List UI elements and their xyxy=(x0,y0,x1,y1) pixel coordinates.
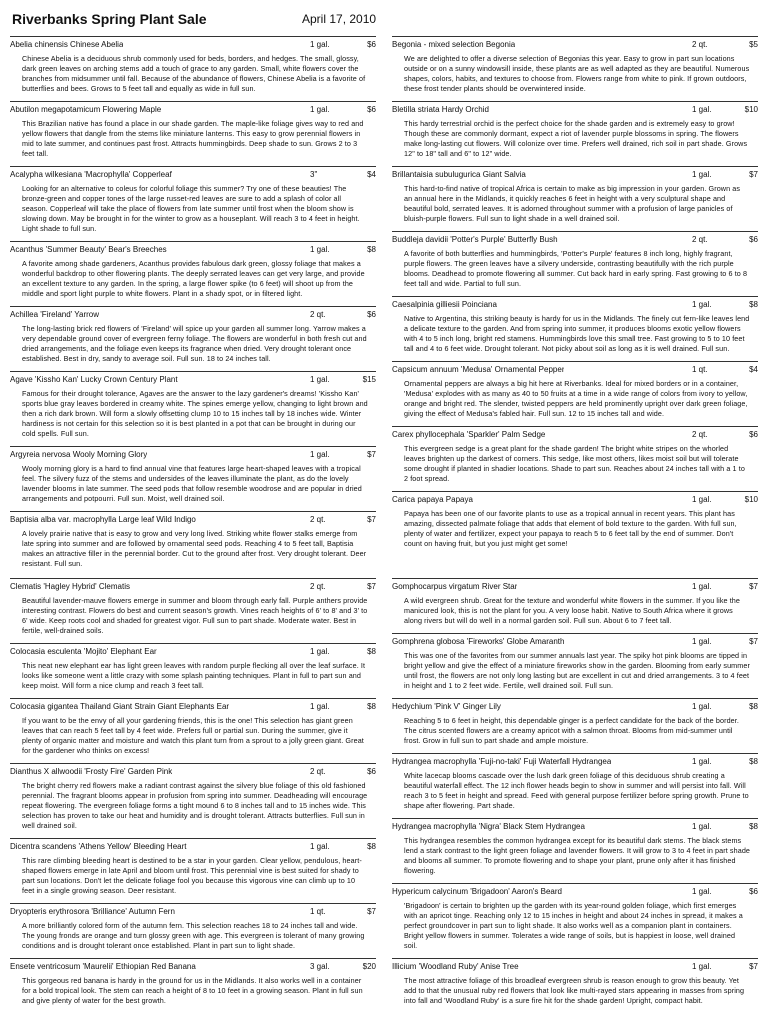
plant-size: 1 gal. xyxy=(692,887,712,896)
plant-entry-header xyxy=(392,299,758,311)
plant-name: Begonia - mixed selection Begonia xyxy=(392,40,516,49)
plant-description: This rare climbing bleeding heart is destined to be a star in your garden. Clear yellow, pendulous, heart-shaped flowers emerge in late April and bloom until frost. This perennial vine is best suited for shady to part sun locations. Don't let the delicate foliage fool you because this vigorous vine can climb up to 10 feet in a single growing season. Deer resistant. xyxy=(22,856,362,895)
plant-name: Colocasia esculenta 'Mojito' Elephant Ear xyxy=(10,647,157,656)
plant-size: 1 gal. xyxy=(310,40,330,49)
plant-entry-header xyxy=(392,961,758,973)
plant-size: 1 gal. xyxy=(692,702,712,711)
plant-entry xyxy=(10,306,376,364)
plant-entry-header xyxy=(392,364,758,376)
plant-entry xyxy=(10,36,376,94)
plant-name: Dianthus X allwoodii 'Frosty Fire' Garden Pink xyxy=(10,767,173,776)
plant-name: Carex phyllocephala 'Sparkler' Palm Sedge xyxy=(392,430,546,439)
column-top-left xyxy=(10,36,376,576)
plant-price: $6 xyxy=(367,310,376,319)
page-header xyxy=(12,11,756,33)
plant-size: 2 qt. xyxy=(310,515,326,524)
plant-price: $7 xyxy=(749,582,758,591)
plant-description: Reaching 5 to 6 feet in height, this dependable ginger is a perfect candidate for the back of the border. The citrus scented flowers are a creamy apricot with a salmon throat. Blooms from mid-summer until frost. Grow in full sun to part shade and ample moisture. xyxy=(404,716,739,745)
plant-name: Baptisia alba var. macrophylla Large leaf Wild Indigo xyxy=(10,515,196,524)
plant-size: 1 gal. xyxy=(310,245,330,254)
plant-entry xyxy=(10,446,376,504)
plant-name: Dryopteris erythrosora 'Brilliance' Autumn Fern xyxy=(10,907,175,916)
plant-entry xyxy=(392,633,758,691)
plant-price: $7 xyxy=(749,962,758,971)
plant-description: This Brazilian native has found a place in our shade garden. The maple-like foliage gives way to red and yellow flowers that dangle from the stems like miniature lanterns. This easy to grow perennial flowers in mid to late summer, and continues past frost. Attracts hummingbirds. Deep shade to sun. Grows 2 to 3 feet tall. xyxy=(22,119,364,158)
plant-entry xyxy=(10,371,376,439)
plant-entry-header xyxy=(10,701,376,713)
plant-description: Wooly morning glory is a hard to find annual vine that features large heart-shaped leaves with a tropical feel. The silvery fuzz of the stems and undersides of the leaves illuminate the plant, as do the lovely lavender blooms in late summer. The seed pods that follow resemble woodrose and are popular in dried arrangements and potpourri. Full sun. Moist, well drained soil. xyxy=(22,464,362,503)
column-bottom-left xyxy=(10,578,376,1013)
plant-name: Ensete ventricosum 'Maurelii' Ethiopian Red Banana xyxy=(10,962,196,971)
plant-entry xyxy=(392,231,758,289)
plant-price: $6 xyxy=(367,40,376,49)
plant-name: Caesalpinia gilliesii Poinciana xyxy=(392,300,497,309)
plant-price: $8 xyxy=(367,702,376,711)
plant-price: $8 xyxy=(367,647,376,656)
plant-entry-header xyxy=(392,636,758,648)
plant-entry-header xyxy=(392,701,758,713)
plant-size: 1 qt. xyxy=(692,365,708,374)
plant-price: $6 xyxy=(367,105,376,114)
plant-description: 'Brigadoon' is certain to brighten up the garden with its year-round golden foliage, which first emerges with an apricot tinge. Reaching only 12 to 15 inches in height and about 24 inches in spread, it makes a perfect groundcover in part sun to light shade. It also works well as a companion plant in containers. Bright yellow flowers in summer. Tolerates a wide range of soils, but is happiest in loose, well drained soil. xyxy=(404,901,743,950)
plant-entry-header xyxy=(392,821,758,833)
plant-entry xyxy=(10,578,376,636)
plant-name: Hypericum calycinum 'Brigadoon' Aaron's Beard xyxy=(392,887,562,896)
plant-entry xyxy=(392,958,758,1006)
plant-entry xyxy=(392,578,758,626)
plant-entry xyxy=(10,241,376,299)
plant-size: 3 gal. xyxy=(310,962,330,971)
plant-price: $7 xyxy=(367,450,376,459)
plant-name: Carica papaya Papaya xyxy=(392,495,473,504)
plant-name: Buddleja davidii 'Potter's Purple' Butterfly Bush xyxy=(392,235,558,244)
plant-entry xyxy=(10,101,376,159)
plant-price: $15 xyxy=(362,375,376,384)
plant-entry xyxy=(392,166,758,224)
plant-name: Clematis 'Hagley Hybrid' Clematis xyxy=(10,582,130,591)
plant-entry xyxy=(10,643,376,691)
plant-description: This hydrangea resembles the common hydrangea except for its beautiful dark stems. The black stems lend a stark contrast to the light green foliage and lavender flowers. It will grow to 3 to 4 feet in part shade and blooms all summer. To promote flowering and to shape your plant, prune only after it has finished flowering. xyxy=(404,836,751,875)
document-date: April 17, 2010 xyxy=(302,12,377,26)
plant-name: Colocasia gigantea Thailand Giant Strain Giant Elephants Ear xyxy=(10,702,230,711)
plant-name: Hydrangea macrophylla 'Nigra' Black Stem Hydrangea xyxy=(392,822,585,831)
plant-description: We are delighted to offer a diverse selection of Begonias this year. Easy to grow in part sun locations outside or on a sunny windowsill inside, these plants are as well adapted as they are beautiful. Numerous shapes, colors, habits, and textures to choose from. Flowers range from white to pink. If grown outdoors, these frost tender plants should be overwintered inside. xyxy=(404,54,750,93)
plant-price: $7 xyxy=(749,170,758,179)
plant-price: $6 xyxy=(749,430,758,439)
plant-size: 1 gal. xyxy=(310,375,330,384)
plant-size: 2 qt. xyxy=(310,582,326,591)
plant-description: White lacecap blooms cascade over the lush dark green foliage of this deciduous shrub creating a beautiful waterfall effect. The 12 inch flower heads begin to show in summer and will persist into fall. Will reach 3 to 5 feet in height and spread. Feed with general purpose fertilizer before spring growth. Prune to shape after flowering. Part shade. xyxy=(404,771,749,810)
plant-size: 1 gal. xyxy=(310,647,330,656)
plant-entry xyxy=(10,958,376,1006)
plant-entry xyxy=(10,838,376,896)
plant-size: 1 qt. xyxy=(310,907,326,916)
plant-name: Gomphocarpus virgatum River Star xyxy=(392,582,518,591)
column-bottom-right xyxy=(392,578,758,1013)
plant-entry-header xyxy=(392,234,758,246)
plant-price: $8 xyxy=(749,702,758,711)
plant-entry-header xyxy=(392,104,758,116)
plant-description: The long-lasting brick red flowers of 'Fireland' will spice up your garden all summer long. Yarrow makes a very dependable ground cover of evergreen ferny foliage. The flowers are wonderful in both fresh cut and dried arrangements, and the foliage even keeps its fragrance when dried. Very drought tolerant once established. Best in dry, sandy to average soil. Full sun. 18 to 24 inches tall. xyxy=(22,324,367,363)
plant-entry xyxy=(392,491,758,549)
plant-name: Agave 'Kissho Kan' Lucky Crown Century Plant xyxy=(10,375,178,384)
document-title: Riverbanks Spring Plant Sale xyxy=(12,11,207,27)
plant-entry xyxy=(392,818,758,876)
plant-description: Famous for their drought tolerance, Agaves are the answer to the lazy gardener's dreams! 'Kissho Kan' sports blue gray leaves bordered in creamy white. The spines emerge yellow, changing to light brown and then a rich dark brown. Will form a slowly offsetting clump 10 to 15 inches tall by 18 inches wide. Winter hardiness is not certain for this selection so it is best planted in a pot that can be brought in during our cold spells. Full sun. xyxy=(22,389,368,438)
plant-description: Papaya has been one of our favorite plants to use as a tropical annual in recent years. This plant has amazing, dissected palmate foliage that adds that element of bold texture to the garden. With full sun, plenty of water and fertilizer, expect your papaya to reach 5 to 6 feet tall by the end of summer. Don't count on having fruit, but you just might get some! xyxy=(404,509,737,548)
plant-description: Chinese Abelia is a deciduous shrub commonly used for beds, borders, and hedges. The small, glossy, dark green leaves on arching stems add a touch of grace to any garden. Small, white flowers cover the branches from midsummer until fall. Because of the abundance of flowers, Chinese Abelia is a favorite of butterflies and bees. Grows to 5 feet tall and equally as wide in full sun. xyxy=(22,54,366,93)
plant-name: Acalypha wilkesiana 'Macrophylla' Copperleaf xyxy=(10,170,172,179)
plant-entry-header xyxy=(392,756,758,768)
plant-name: Bletilla striata Hardy Orchid xyxy=(392,105,489,114)
plant-size: 1 gal. xyxy=(692,822,712,831)
plant-description: This gorgeous red banana is hardy in the ground for us in the Midlands. It also works well in a container for a bold tropical look. The stem can reach a height of 8 to 10 feet in a growing season. Plant in full sun and give plenty of water for the best growth. xyxy=(22,976,363,1005)
plant-name: Argyreia nervosa Wooly Morning Glory xyxy=(10,450,148,459)
plant-description: If you want to be the envy of all your gardening friends, this is the one! This selection has giant green leaves that can reach 5 feet tall by 4 feet wide. Prefers full or partial sun. During the summer, give it plenty of organic matter and moisture and watch this plant turn from a sprout to a jolly green giant. Great for the gardener who thinks on excess! xyxy=(22,716,364,755)
plant-name: Hedychium 'Pink V' Ginger Lily xyxy=(392,702,501,711)
plant-entry-header xyxy=(392,169,758,181)
plant-size: 2 qt. xyxy=(310,310,326,319)
plant-entry-header xyxy=(10,169,376,181)
plant-size: 1 gal. xyxy=(310,842,330,851)
plant-description: A wild evergreen shrub. Great for the texture and wonderful white flowers in the summer. If you like the manicured look, this is not the plant for you. A very loose habit. Native to South Africa where it grows along rivers but will do well in a normal garden soil. Full sun. About 6 to 7 feet tall. xyxy=(404,596,740,625)
plant-entry-header xyxy=(392,494,758,506)
plant-description: This hardy terrestrial orchid is the perfect choice for the shade garden and is extremely easy to grow! Though these are commonly dormant, expect a riot of lavender purple blossoms in spring. The flowers make long-lasting cut flowers. Will colonize over time. Prefers well drained, rich soil in part shade. Grows 12" to 18" tall and 6" to 12" wide. xyxy=(404,119,748,158)
plant-description: This neat new elephant ear has light green leaves with random purple flecking all over the leaf surface. It looks like someone went a little crazy with some splash painting techniques. Plant in full to part sun and keep moist. Will form a nice clump and reach 3 feet tall. xyxy=(22,661,366,690)
plant-entry xyxy=(392,361,758,419)
plant-entry-header xyxy=(392,39,758,51)
plant-entry xyxy=(392,296,758,354)
plant-price: $7 xyxy=(367,907,376,916)
plant-name: Abutilon megapotamicum Flowering Maple xyxy=(10,105,162,114)
plant-entry-header xyxy=(392,429,758,441)
plant-entry xyxy=(10,511,376,569)
plant-entry-header xyxy=(392,581,758,593)
plant-description: A favorite of both butterflies and hummingbirds, 'Potter's Purple' features 8 inch long, highly fragrant, purple flowers. The green leaves have a silvery underside, contrasting beautifully with the rich purple blooms. Deadhead to promote flowering all summer. Cut back hard in early spring. Fast growing to 6 to 8 feet tall and wide. Partial to full sun. xyxy=(404,249,748,288)
plant-description: A lovely prairie native that is easy to grow and very long lived. Striking white flower stalks emerge from late spring into summer and are followed by ornamental seed pods. Reaching 4 to 5 feet tall, Baptisia makes an attractive filler in the perennial border. Cut to the ground after frost. Very drought tolerant. Deer resistant. Full sun. xyxy=(22,529,367,568)
plant-description: This hard-to-find native of tropical Africa is certain to make as big impression in your garden. Grown as an annual here in the Midlands, it quickly reaches 6 feet in height with a very sculptural shape and beautiful bold, serrated leaves. It is adorned throughout summer with a profusion of large panicles of bluish-purple flowers. Full sun to light shade in a well drained soil. xyxy=(404,184,741,223)
plant-size: 1 gal. xyxy=(692,300,712,309)
plant-entry-header xyxy=(10,646,376,658)
plant-name: Achillea 'Fireland' Yarrow xyxy=(10,310,100,319)
plant-size: 2 qt. xyxy=(310,767,326,776)
plant-size: 1 gal. xyxy=(310,450,330,459)
plant-price: $5 xyxy=(749,40,758,49)
plant-entry-header xyxy=(10,449,376,461)
plant-entry-header xyxy=(10,104,376,116)
plant-size: 3" xyxy=(310,170,318,179)
plant-entry xyxy=(10,166,376,234)
plant-entry xyxy=(392,101,758,159)
plant-price: $4 xyxy=(367,170,376,179)
plant-size: 2 qt. xyxy=(692,40,708,49)
plant-description: The bright cherry red flowers make a radiant contrast against the silvery blue foliage of this old fashioned perennial. The fragrant blooms appear in profusion from spring into summer. Deadheading will encourage repeat flowering. The evergreen foliage forms a tight mound 6 to 8 inches tall and to 15 inches wide. This selection has proven to take our heat and humidity and is drought tolerant. Attracts butterflies. Full sun in well drained soil. xyxy=(22,781,368,830)
plant-name: Capsicum annuum 'Medusa' Ornamental Pepper xyxy=(392,365,565,374)
plant-entry-header xyxy=(10,906,376,918)
plant-price: $20 xyxy=(362,962,376,971)
plant-size: 1 gal. xyxy=(310,105,330,114)
plant-price: $8 xyxy=(367,842,376,851)
plant-description: A more brilliantly colored form of the autumn fern. This selection reaches 18 to 24 inches tall and wide. The young fronds are orange and turn glossy green with age. This evergreen is tolerant of many growing conditions and is drought tolerant once established. Plant in part sun to light shade. xyxy=(22,921,365,950)
plant-entry-header xyxy=(10,514,376,526)
plant-description: Looking for an alternative to coleus for colorful foliage this summer? Try one of these beauties! The bronze-green and copper tones of the large russet-red leaves are sure to add a splash of color all season. Copperleaf will take the place of flowers from late summer until frost when the bloom show is slowing down. May be brought in for the winter to grow as a houseplant. Will reach 3 to 4 feet in height. Light shade to full sun. xyxy=(22,184,360,233)
plant-price: $7 xyxy=(749,637,758,646)
plant-name: Brillantaisia subulugurica Giant Salvia xyxy=(392,170,526,179)
plant-entry xyxy=(10,698,376,756)
plant-description: Beautiful lavender-mauve flowers emerge in summer and bloom through early fall. Purple anthers provide interesting contrast. Flowers do best and current season's growth. Vines reach heights of 6' to 8' and 3' to 6' wide. Keep roots cool and shaded for greatest vigor. Full sun to part shade. Moderate water. Best in fertile, well-drained soils. xyxy=(22,596,368,635)
column-top-right xyxy=(392,36,758,556)
plant-description: A favorite among shade gardeners, Acanthus provides fabulous dark green, glossy foliage that makes a wonderful backdrop to other flowering plants. The deeply serrated leaves can get very large, and provide an excellent texture to any garden. In the spring, a large flower spike (to 6 feet) will shoot up from the middle and sport light purple to white flowers. Plant in a shady spot, or in filtered light. xyxy=(22,259,365,298)
plant-size: 1 gal. xyxy=(692,757,712,766)
plant-price: $8 xyxy=(367,245,376,254)
plant-price: $4 xyxy=(749,365,758,374)
plant-size: 1 gal. xyxy=(310,702,330,711)
plant-entry xyxy=(392,36,758,94)
plant-name: Dicentra scandens 'Athens Yellow' Bleeding Heart xyxy=(10,842,187,851)
plant-entry xyxy=(10,903,376,951)
plant-description: Ornamental peppers are always a big hit here at Riverbanks. Ideal for mixed borders or in a container, 'Medusa' explodes with as many as 40 to 50 fruits at a time in a wide range of colors from ivory to yellow, orange and bright red. The slender, twisted peppers are held prominently upright over dark green foliage, giving the effect of Medusa's fabled hair. Full sun. 12 to 15 inches tall and wide. xyxy=(404,379,748,418)
plant-size: 1 gal. xyxy=(692,105,712,114)
plant-price: $7 xyxy=(367,582,376,591)
plant-entry-header xyxy=(392,886,758,898)
plant-entry-header xyxy=(10,961,376,973)
plant-name: Acanthus 'Summer Beauty' Bear's Breeches xyxy=(10,245,167,254)
plant-entry-header xyxy=(10,309,376,321)
plant-name: Hydrangea macrophylla 'Fuji-no-taki' Fuji Waterfall Hydrangea xyxy=(392,757,612,766)
plant-entry xyxy=(392,426,758,484)
plant-size: 1 gal. xyxy=(692,637,712,646)
plant-entry xyxy=(392,698,758,746)
plant-price: $10 xyxy=(744,495,758,504)
plant-size: 1 gal. xyxy=(692,962,712,971)
plant-name: Abelia chinensis Chinese Abelia xyxy=(10,40,124,49)
plant-price: $8 xyxy=(749,757,758,766)
plant-description: The most attractive foliage of this broadleaf evergreen shrub is reason enough to grow this beauty. Yet add to that the unusual ruby red flowers that look like multi-rayed stars appearing in masses from spring into fall and 'Woodland Ruby' is a sure fire hit for the shade garden! Upright, compact habit. xyxy=(404,976,745,1005)
plant-entry-header xyxy=(10,841,376,853)
plant-description: This evergreen sedge is a great plant for the shade garden! The bright white stripes on the whorled leaves brighten up the darkest of corners. This sedge, like most others, likes moist soil but will tolerate some drought if planted in shadier locations. Shade to part sun. Reaches about 24 inches tall with a 1 to 2 foot spread. xyxy=(404,444,745,483)
plant-size: 2 qt. xyxy=(692,235,708,244)
plant-name: Gomphrena globosa 'Fireworks' Globe Amaranth xyxy=(392,637,565,646)
plant-size: 2 qt. xyxy=(692,430,708,439)
plant-price: $6 xyxy=(367,767,376,776)
plant-entry-header xyxy=(10,766,376,778)
plant-entry xyxy=(392,753,758,811)
plant-size: 1 gal. xyxy=(692,495,712,504)
plant-entry xyxy=(392,883,758,951)
plant-entry xyxy=(10,763,376,831)
plant-entry-header xyxy=(10,244,376,256)
plant-name: Illicium 'Woodland Ruby' Anise Tree xyxy=(392,962,519,971)
plant-price: $6 xyxy=(749,235,758,244)
plant-price: $6 xyxy=(749,887,758,896)
plant-size: 1 gal. xyxy=(692,170,712,179)
plant-size: 1 gal. xyxy=(692,582,712,591)
plant-description: This was one of the favorites from our summer annuals last year. The spiky hot pink blooms are tipped in bright yellow and give the effect of a miniature fireworks show in the garden. Blooming from early summer until frost, the flowers are not only long lasting but are excellent in cut and dried arrangements. 3 to 4 feet in height and 1 to 2 feet wide. Fertile, well drained soil. Full sun. xyxy=(404,651,750,690)
plant-price: $8 xyxy=(749,300,758,309)
plant-entry-header xyxy=(10,39,376,51)
plant-entry-header xyxy=(10,374,376,386)
plant-price: $8 xyxy=(749,822,758,831)
plant-entry-header xyxy=(10,581,376,593)
plant-price: $7 xyxy=(367,515,376,524)
plant-description: Native to Argentina, this striking beauty is hardy for us in the Midlands. The finely cut fern-like leaves lend a delicate texture to the garden. And from spring into summer, it produces blooms exotic yellow flowers with 4 to 5 inch long, bright red stamens. Hummingbirds love this small tree. Fast growing to 5 to 10 feet tall and 4 to 6 feet wide. Drought tolerant. Not picky about soil as long as it is well drained. Full sun. xyxy=(404,314,750,353)
plant-price: $10 xyxy=(744,105,758,114)
